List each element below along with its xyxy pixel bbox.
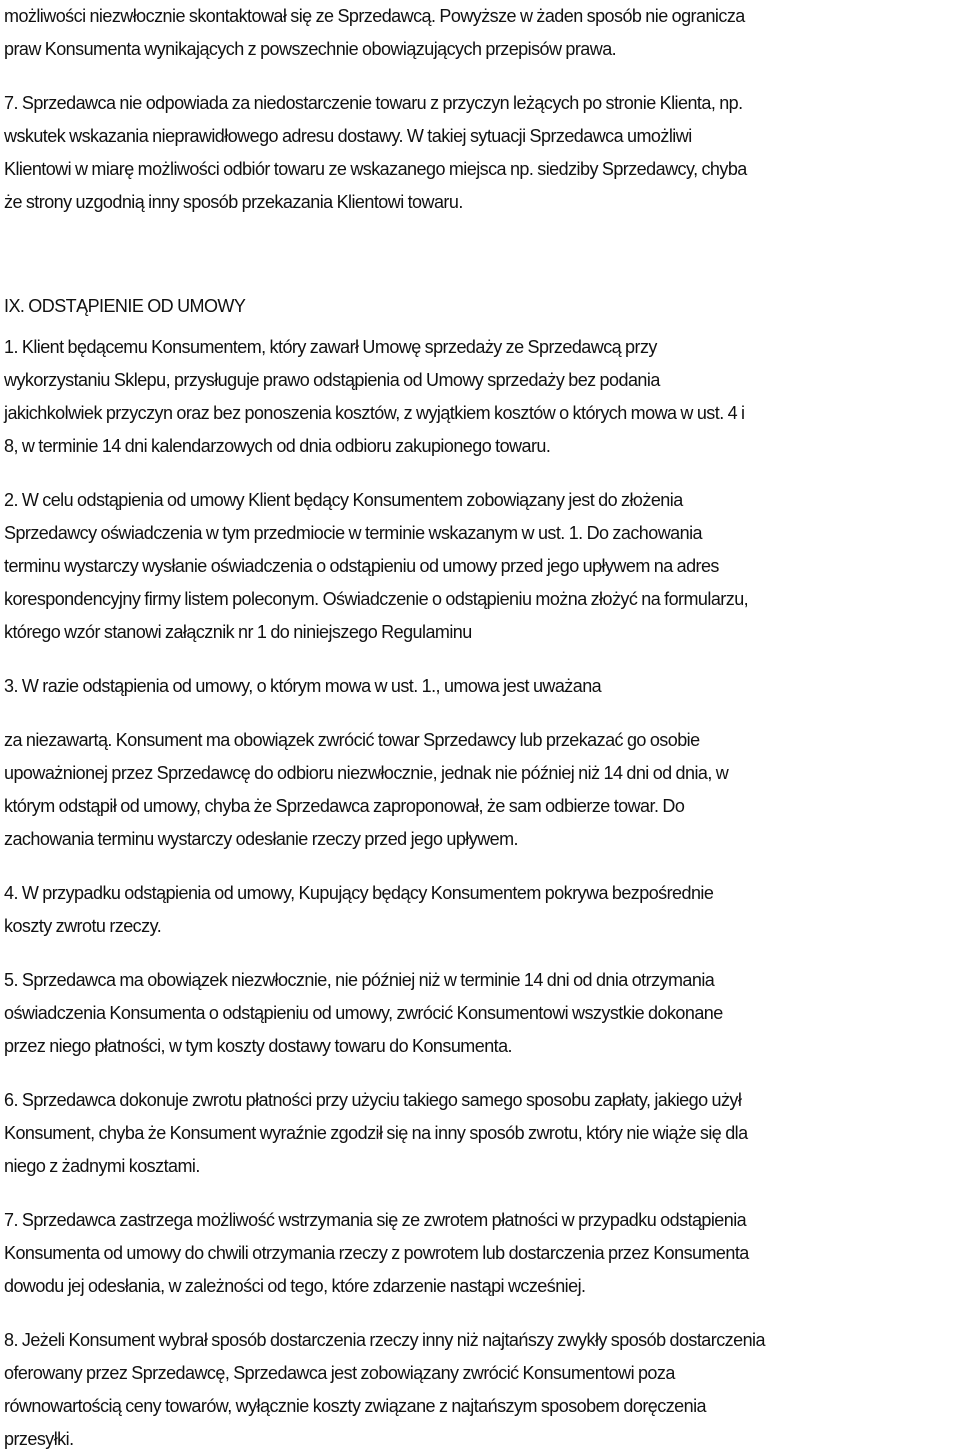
paragraph-3-first-line [4, 670, 956, 703]
text-line: że strony uzgodnią inny sposób przekazania Klientowi towaru. [4, 192, 463, 212]
text-line: 7. Sprzedawca nie odpowiada za niedostarczenie towaru z przyczyn leżących po stronie Klienta, np. [4, 93, 743, 113]
text-line: 8. Jeżeli Konsument wybrał sposób dostarczenia rzeczy inny niż najtańszy zwykły sposób dostarczenia [4, 1330, 765, 1350]
text-line: 5. Sprzedawca ma obowiązek niezwłocznie, nie później niż w terminie 14 dni od dnia otrzymania [4, 970, 715, 990]
text-line: wykorzystaniu Sklepu, przysługuje prawo odstąpienia od Umowy sprzedaży bez podania [4, 370, 660, 390]
text-line: zachowania terminu wystarczy odesłanie rzeczy przed jego upływem. [4, 829, 518, 849]
text-line: 6. Sprzedawca dokonuje zwrotu płatności przy użyciu takiego samego sposobu zapłaty, jakiego użył [4, 1090, 742, 1110]
paragraph-1 [4, 331, 956, 463]
text-line: Konsumenta od umowy do chwili otrzymania rzeczy z powrotem lub dostarczenia przez Konsumenta [4, 1243, 749, 1263]
paragraph-2 [4, 484, 956, 649]
text-line: oferowany przez Sprzedawcę, Sprzedawca jest zobowiązany zwrócić Konsumentowi poza [4, 1363, 675, 1383]
text-line: Klientowi w miarę możliwości odbiór towaru ze wskazanego miejsca np. siedziby Sprzedawcy, chyba [4, 159, 747, 179]
paragraph-7 [4, 1204, 956, 1303]
text-line: 3. W razie odstąpienia od umowy, o którym mowa w ust. 1., umowa jest uważana [4, 676, 602, 696]
text-line: praw Konsumenta wynikających z powszechnie obowiązujących przepisów prawa. [4, 39, 617, 59]
text-line: Konsument, chyba że Konsument wyraźnie zgodził się na inny sposób zwrotu, który nie wiąże się dla [4, 1123, 748, 1143]
text-line: 8, w terminie 14 dni kalendarzowych od dnia odbioru zakupionego towaru. [4, 436, 551, 456]
text-line: równowartością ceny towarów, wyłącznie koszty związane z najtańszym sposobem doręczenia [4, 1396, 706, 1416]
text-line: 2. W celu odstąpienia od umowy Klient będący Konsumentem zobowiązany jest do złożenia [4, 490, 683, 510]
text-line: jakichkolwiek przyczyn oraz bez ponoszenia kosztów, z wyjątkiem kosztów o których mowa w ust. 4 i [4, 403, 745, 423]
text-line: terminu wystarczy wysłanie oświadczenia o odstąpieniu od umowy przed jego upływem na adres [4, 556, 719, 576]
paragraph-point-7-delivery [4, 87, 956, 219]
section-heading: IX. ODSTĄPIENIE OD UMOWY [4, 296, 246, 316]
text-line: koszty zwrotu rzeczy. [4, 916, 162, 936]
paragraph-lead [4, 0, 956, 66]
text-line: wskutek wskazania nieprawidłowego adresu dostawy. W takiej sytuacji Sprzedawca umożliwi [4, 126, 692, 146]
paragraph-8 [4, 1324, 956, 1456]
text-line: niego z żadnymi kosztami. [4, 1156, 200, 1176]
text-line: dowodu jej odesłania, w zależności od tego, które zdarzenie nastąpi wcześniej. [4, 1276, 586, 1296]
text-line: którego wzór stanowi załącznik nr 1 do niniejszego Regulaminu [4, 622, 472, 642]
paragraph-6 [4, 1084, 956, 1183]
text-line: którym odstąpił od umowy, chyba że Sprzedawca zaproponował, że sam odbierze towar. Do [4, 796, 685, 816]
paragraph-4 [4, 877, 956, 943]
text-line: Sprzedawcy oświadczenia w tym przedmiocie w terminie wskazanym w ust. 1. Do zachowania [4, 523, 702, 543]
document-page [4, 0, 956, 1456]
paragraph-5 [4, 964, 956, 1063]
text-line: przesyłki. [4, 1429, 74, 1449]
text-line: 7. Sprzedawca zastrzega możliwość wstrzymania się ze zwrotem płatności w przypadku odstąpienia [4, 1210, 747, 1230]
text-line: upoważnionej przez Sprzedawcę do odbioru niezwłocznie, jednak nie później niż 14 dni od dnia, w [4, 763, 729, 783]
text-line: za niezawartą. Konsument ma obowiązek zwrócić towar Sprzedawcy lub przekazać go osobie [4, 730, 700, 750]
text-line: 4. W przypadku odstąpienia od umowy, Kupujący będący Konsumentem pokrywa bezpośrednie [4, 883, 714, 903]
text-line: oświadczenia Konsumenta o odstąpieniu od umowy, zwrócić Konsumentowi wszystkie dokonane [4, 1003, 723, 1023]
paragraph-3-continuation [4, 724, 956, 856]
text-line: możliwości niezwłocznie skontaktował się ze Sprzedawcą. Powyższe w żaden sposób nie ogranicza [4, 6, 745, 26]
text-line: przez niego płatności, w tym koszty dostawy towaru do Konsumenta. [4, 1036, 513, 1056]
text-line: korespondencyjny firmy listem poleconym. Oświadczenie o odstąpieniu można złożyć na formularzu, [4, 589, 749, 609]
text-line: 1. Klient będącemu Konsumentem, który zawarł Umowę sprzedaży ze Sprzedawcą przy [4, 337, 657, 357]
